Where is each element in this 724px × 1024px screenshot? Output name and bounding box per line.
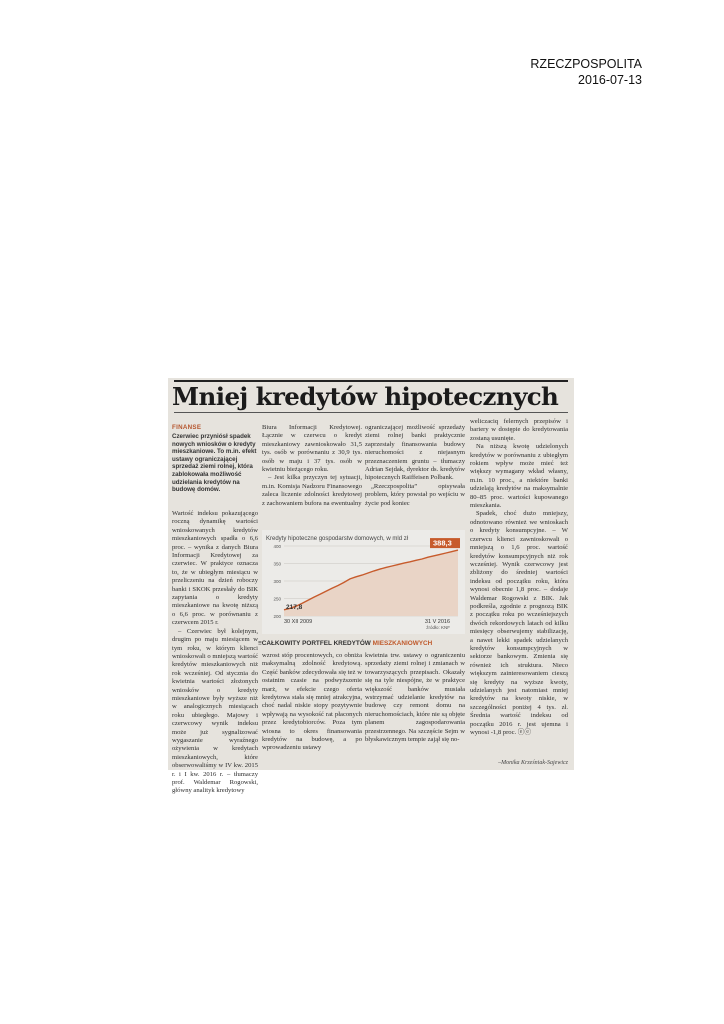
y-tick-label: 400 [273,544,281,549]
column-3-bottom [365,652,465,744]
chart-source: źródło: KNF [426,625,450,630]
mortgage-line-chart [262,530,465,634]
column-4 [470,418,568,737]
chart-caption [258,640,468,647]
start-value-label: 217,8 [286,603,303,611]
column-2-bottom-paragraph: wzrost stóp procentowych, co obniża maksymalną zdolność kredytową. Część banków zdecydowała się też w ostatnim czasie na podwyższenie marż, w efekcie czego oferta kredytowa stała się mniej atrakcyjna, choć nadal niskie stopy pozytywnie wpływają na wysokość rat płaconych przez kredytobiorców. Poza tym wiosna to okres finansowania kredytów na budowę, a po wprowadzeniu ustawy [262,652,362,752]
x-axis-end-label: 31 V 2016 [424,619,450,625]
column-1 [172,510,258,796]
publication-name: RZECZPOSPOLITA [530,57,642,71]
column-3-top [365,424,465,508]
column-2-top [262,424,362,508]
x-axis-start-label: 30 XII 2009 [284,619,313,625]
article-headline: Mniej kredytów hipotecznych [172,382,559,411]
headline-rule [174,412,568,413]
article-lead: Czerwiec przyniósł spadek nowych wniosków o kredyty mieszkaniowe. To m.in. efekt ustawy ograniczającej sprzedaż ziemi rolnej, która zablokowała możliwość udzielania kredytów na budowę domów. [172,433,257,494]
column-1-paragraph: – Czerwiec był kolejnym, drugim po maju miesiącem w tym roku, w którym klienci wnioskowali o mniejszą wartość kredytów mieszkaniowych niż rok wcześniej. Od stycznia do kwietnia wartości złożonych wniosków o kredyty mieszkaniowe były wyższe niż w analogicznych miesiącach roku ubiegłego. Majowy i czerwcowy wynik indeksu może już sygnalizować wygaszanie wyraźnego ożywienia w kredytach mieszkaniowych, które obserwowaliśmy w IV kw. 2015 r. i I kw. 2016 r. – tłumaczy prof. Waldemar Rogowski, główny analityk kredytowy [172,627,258,795]
newspaper-clipping [168,378,574,795]
column-2-bottom [262,652,362,753]
lead-box [172,424,258,494]
author-signature: –Monika Krześniak-Sajewicz [498,760,568,766]
column-2-paragraph: – Jest kilka przyczyn tej sytuacji, m.in. Komisja Nadzoru Finansowego zaleca liczenie zdolności kredytowej z zachowaniem bufora na ewentualny [262,474,362,507]
publication-date: 2016-07-13 [578,73,642,87]
column-4-paragraph: Spadek, choć dużo mniejszy, odnotowano również we wnioskach o kredyty konsumpcyjne. – W czerwcu klienci zawnioskowali o mniejszą o 1,6 proc. wartość kredytów konsumpcyjnych niż rok wcześniej. Wynik czerwcowy jest zbliżony do średniej wartości indeksu od początku roku, która wynosi obecnie 1,8 proc. – dodaje Waldemar Rogowski z BIK. Jak podkreśla, zgodnie z prognozą BIK z początku roku po wcześniejszych dwóch rekordowych latach od kilku miesięcy obserwujemy stabilizację, a nawet lekki spadek udzielanych kredytów konsumpcyjnych w sektorze bankowym. Zmienia się również ich struktura. Nieco większym zainteresowaniem cieszą się kredyty na wyższe kwoty, udzielanych jest natomiast mniej kredytów na kwoty niskie, w szczególności poniżej 4 tys. zł. Średnia wartość indeksu od początku 2016 r. jest ujemna i wynosi -1,8 proc. ⓔⓔ [470,510,568,737]
chart-title: Kredyty hipoteczne gospodarstw domowych, w mld zł [266,536,409,542]
column-2-paragraph: Biura Informacji Kredytowej. Łącznie w czerwcu o kredyt mieszkaniowy zawnioskowało 31,5 tys. osób w porównaniu z 30,9 tys. osób w maju i 37 tys. osób w kwietniu bieżącego roku. [262,424,362,474]
y-tick-label: 350 [273,561,281,567]
column-3-bottom-paragraph: kwietnia trw. ustawy o ograniczeniu sprzedaży ziemi rolnej i zmianach w towarzyszących przepisach. Okazały się na tyle niespójne, że w praktyce większość banków musiała wstrzymać udzielanie kredytów na budowę czy remont domu na nieruchomościach, które nie są objęte planem zagospodarowania przestrzennego. Na szczęście Sejm w błyskawicznym tempie zajął się no- [365,652,465,744]
end-value-label: 388,3 [433,538,452,548]
chart-caption-accent: MIESZKANIOWYCH [372,640,433,647]
y-tick-label: 250 [273,596,281,602]
column-3-paragraph: ograniczającej możliwość sprzedaży ziemi rolnej banki praktycznie zaprzestały finansowania budowy nieruchomości z niejasnym przeznaczeniem gruntu – tłumaczy Adrian Sejdak, dyrektor ds. kredytów hipotecznych Raiffeisen Polbank. [365,424,465,482]
column-4-paragraph: weliczaciq felernych przepisów i bariery w dostępie do kredytowania zostaną usunięte. [470,418,568,442]
chart-caption-prefix: ≡CAŁKOWITY PORTFEL KREDYTÓW [258,640,371,647]
column-4-paragraph: Na niższą kwotę udzielonych kredytów w porównaniu z ubiegłym rokiem wpływ może mieć też większy wymagany wkład własny, m.in. 10 proc., a niektóre banki udzielają kredytów na maksymalnie 80–85 proc. wartości kupowanego mieszkania. [470,443,568,510]
publication-header [530,56,642,88]
column-3-paragraph: „Rzeczpospolita” opisywała problem, który powstał po wejściu w życie pod koniec [365,482,465,507]
y-tick-label: 300 [273,579,281,584]
article-kicker: FINANSE [172,424,202,431]
y-tick-label: 200 [273,614,281,619]
column-1-paragraph: Wartość indeksu pokazującego roczną dynamikę wartości wnioskowanych kredytów mieszkaniowych spadła o 6,6 proc. – wynika z danych Biura Informacji Kredytowej za czerwiec. W praktyce oznacza to, że w ubiegłym miesiącu w przeliczeniu na dzień roboczy banki i SKOK przesłały do BIK zapytania o kredyty mieszkaniowe na kwotę niższą o 6,6 proc. w porównaniu z czerwcem 2015 r. [172,510,258,627]
